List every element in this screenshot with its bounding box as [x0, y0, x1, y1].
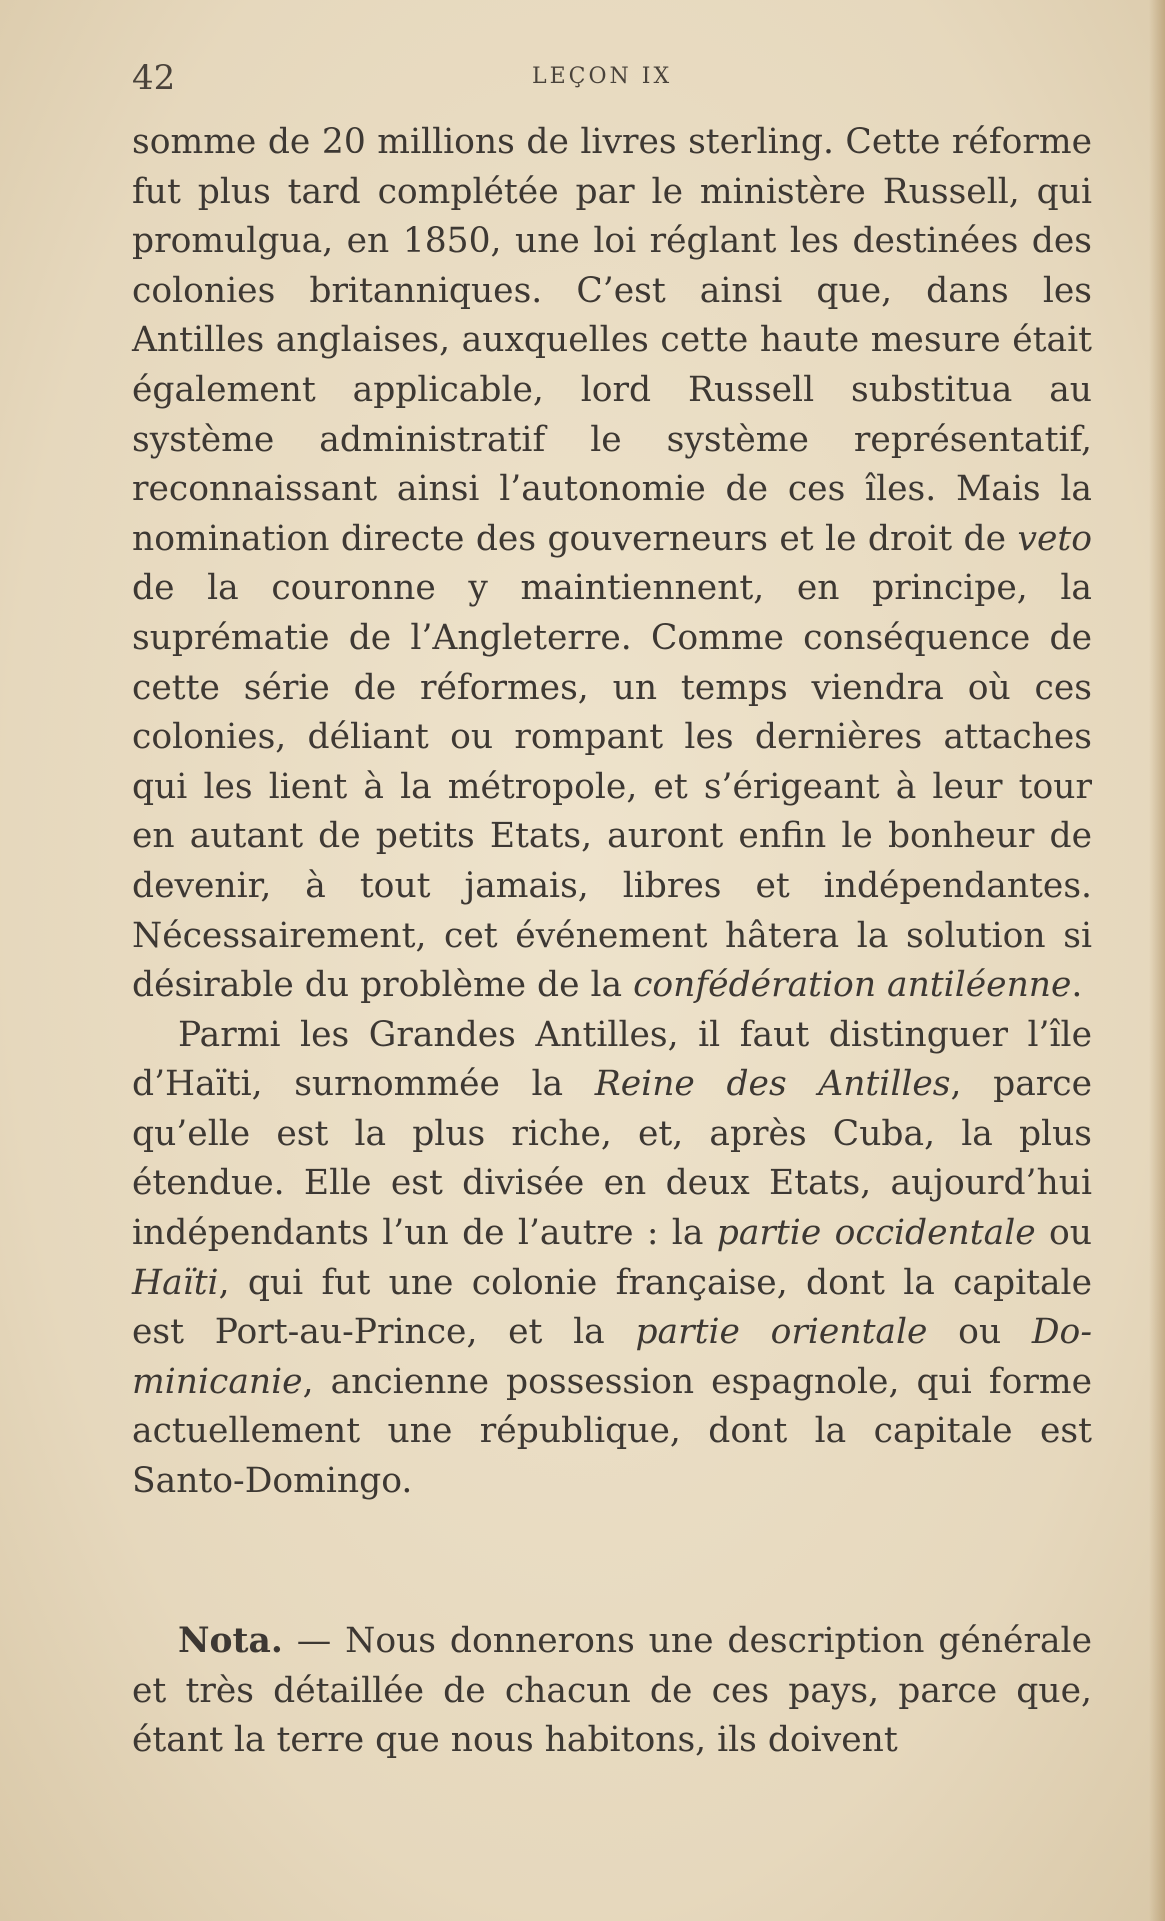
text-run: , parce qu’elle est la plus riche, et, après Cuba, la plus étendue. Elle est divisée en deux Etats, aujourd’hui indépendants l’un de l’autre : la — [132, 1064, 1092, 1254]
page-number: 42 — [132, 58, 176, 98]
italic-term: partie orientale — [635, 1312, 928, 1353]
text-run: . — [1071, 965, 1083, 1006]
italic-term: partie occidentale — [716, 1213, 1036, 1254]
page-header — [132, 58, 1092, 98]
italic-term: confédération antiléenne — [633, 965, 1072, 1006]
text-run: somme de 20 millions de livres sterling. Cette réforme fut plus tard complétée par le ministère Russell, qui promulgua, en 1850, une loi réglant les destinées des colonies britanniques. C’est ainsi que, dans les Antilles anglaises, auxquelles cette haute mesure était également applicable, lord Russell substitua au système administratif le système représentatif, reconnaissant ainsi l’autonomie de ces îles. Mais la nomination directe des gouverneurs et le droit de — [132, 122, 1092, 559]
nota-paragraph — [132, 1617, 1092, 1766]
text-run: ou — [1035, 1213, 1092, 1254]
text-run: , ancienne possession espagnole, qui forme actuellement une république, dont la capitale est Santo-Domingo. — [132, 1361, 1092, 1502]
italic-term: Haïti — [132, 1262, 219, 1303]
text-run: de la couronne y maintiennent, en principe, la suprématie de l’Angleterre. Comme conséquence de cette série de réformes, un temps viendra où ces colonies, déliant ou rompant les dernières attaches qui les lient à la métropole, et s’érigeant à leur tour en autant de petits Etats, auront enfin le bonheur de devenir, à tout jamais, libres et indépendantes. Nécessairement, cet événement hâtera la solution si désirable du problème de la — [132, 568, 1092, 1006]
nota-label: Nota. — [178, 1621, 283, 1661]
paragraph-haiti — [132, 1011, 1092, 1507]
text-run: Parmi les Grandes Antilles, il faut distinguer l’île d’Haïti, surnommée la — [132, 1014, 1092, 1105]
nota-section — [132, 1617, 1092, 1766]
text-run: ou — [927, 1312, 1032, 1353]
page-edge-shadow — [1149, 0, 1165, 1921]
running-title: LEÇON IX — [532, 64, 673, 89]
text-run: , qui fut une colonie française, dont la capitale est Port-au-Prince, et la — [132, 1262, 1092, 1353]
paragraph-colonial-reform — [132, 118, 1092, 1011]
body-text — [132, 118, 1092, 1507]
italic-term: veto — [1017, 518, 1092, 559]
nota-text: — Nous donnerons une description générale et très détaillée de chacun de ces pays, parce que, étant la terre que nous habitons, ils doivent — [132, 1621, 1092, 1761]
italic-term: Reine des Antilles — [594, 1064, 951, 1105]
italic-term: Dominicanie — [132, 1312, 1092, 1402]
